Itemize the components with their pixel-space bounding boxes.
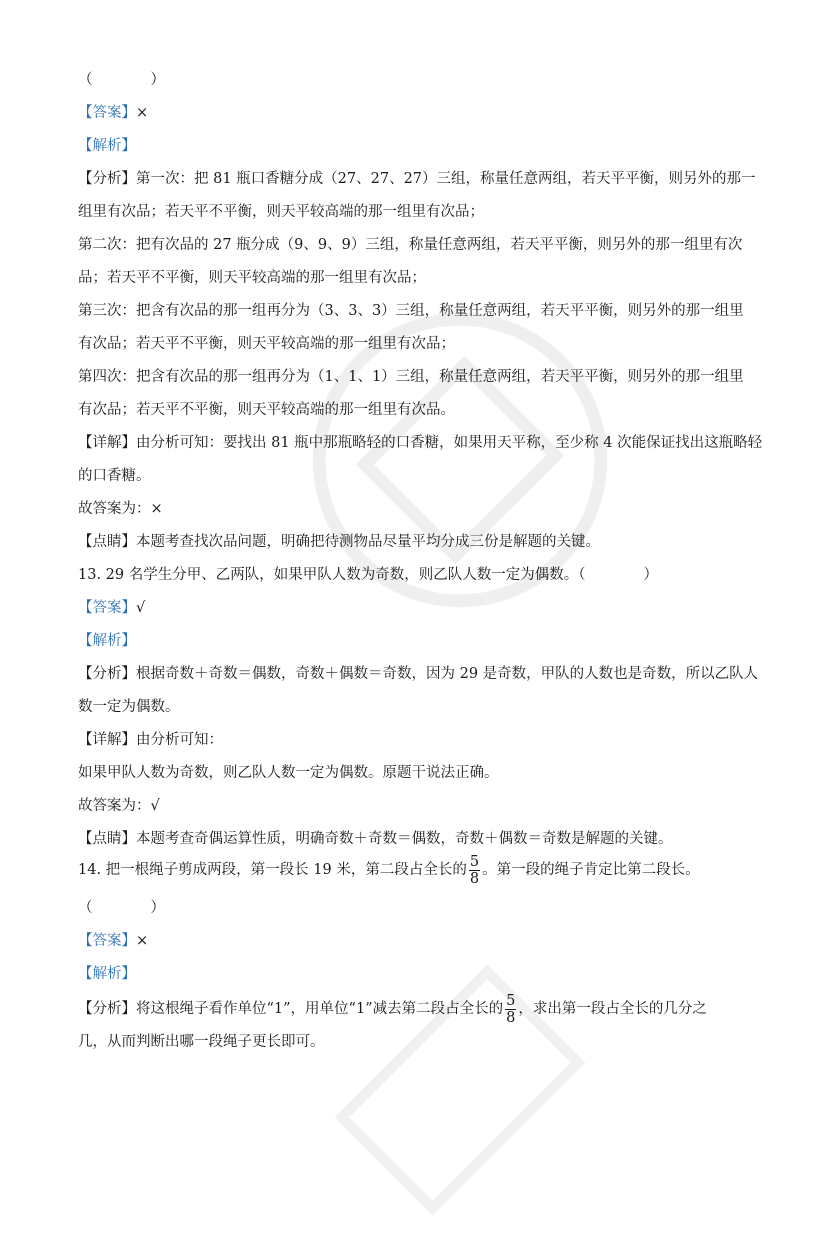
analysis-tag: 【解析】 [78,633,136,649]
q12-fenxi-7: 第四次：把含有次品的那一组再分为（1、1、1）三组，称量任意两组，若天平平衡，则另外的那一组里 [78,369,744,385]
fenxi-text-b: ，求出第一段占全长的几分之 [518,1001,707,1017]
watermark-logo-2 [304,934,615,1245]
dianjing-tag: 【点睛】 [78,534,136,550]
fenxi-text-a: 将这根绳子看作单位“1”，用单位“1”减去第二段占全长的 [136,1001,504,1017]
xiangjie-tag: 【详解】 [78,732,136,748]
answer-value: √ [136,600,146,616]
q12-fenxi-4: 品；若天平不平衡，则天平较高端的那一组里有次品； [78,270,426,286]
fenxi-tag: 【分析】 [78,171,136,187]
answer-value: × [136,105,149,121]
q14-question-b: 。第一段的绳子肯定比第二段长。 [482,862,700,878]
fenxi-tag: 【分析】 [78,666,136,682]
q12-analysis-tag [78,136,136,156]
analysis-tag: 【解析】 [78,966,136,982]
q14-fenxi-1 [78,992,707,1026]
fenxi-text: 根据奇数＋奇数＝偶数，奇数＋偶数＝奇数，因为 29 是奇数，甲队的人数也是奇数，所以乙队人 [136,666,759,682]
q14-fenxi-2: 几，从而判断出哪一段绳子更长即可。 [78,1034,325,1050]
q12-fenxi-2: 组里有次品；若天平不平衡，则天平较高端的那一组里有次品； [78,204,484,220]
xiangjie-tag: 【详解】 [78,435,136,451]
q14-question-a: 14. 把一根绳子剪成两段，第一段长 19 米，第二段占全长的 [78,862,467,878]
q13-analysis-tag [78,631,136,651]
answer-value: × [136,933,149,949]
dianjing-text: 本题考查奇偶运算性质，明确奇数＋奇数＝偶数，奇数＋偶数＝奇数是解题的关键。 [136,831,673,847]
q12-fenxi-3: 第二次：把有次品的 27 瓶分成（9、9、9）三组，称量任意两组，若天平平衡，则另外的那一组里有次 [78,237,743,253]
q14-answer [78,931,148,951]
q12-fenxi-1 [78,169,756,189]
q12-fenxi-6: 有次品；若天平不平衡，则天平较高端的那一组里有次品； [78,336,455,352]
q13-xiangjie-1 [78,730,223,750]
q12-dianjing [78,532,600,552]
q12-xiangjie-2: 的口香糖。 [78,468,151,484]
fraction-denominator: 8 [506,1009,516,1026]
q13-question: 13. 29 名学生分甲、乙两队，如果甲队人数为奇数，则乙队人数一定为偶数。（ ） [78,567,658,583]
q13-dianjing [78,829,673,849]
q14-question [78,853,700,887]
q12-fenxi-8: 有次品；若天平不平衡，则天平较高端的那一组里有次品。 [78,402,455,418]
answer-tag: 【答案】 [78,933,136,949]
q14-paren: （ ） [78,900,165,916]
q12-fenxi-5: 第三次：把含有次品的那一组再分为（3、3、3）三组，称量任意两组，若天平平衡，则另外的那一组里 [78,303,744,319]
fraction-five-eighths [505,993,516,1026]
answer-tag: 【答案】 [78,600,136,616]
fenxi-text: 第一次：把 81 瓶口香糖分成（27、27、27）三组，称量任意两组，若天平平衡，则另外的那一 [136,171,756,187]
dianjing-tag: 【点睛】 [78,831,136,847]
xiangjie-text: 由分析可知：要找出 81 瓶中那瓶略轻的口香糖，如果用天平称，至少称 4 次能保证找出这瓶略轻 [136,435,763,451]
q12-xiangjie-1 [78,433,762,453]
q14-analysis-tag [78,964,136,984]
q13-answer [78,598,145,618]
q13-xiangjie-2: 如果甲队人数为奇数，则乙队人数一定为偶数。原题干说法正确。 [78,765,499,781]
answer-tag: 【答案】 [78,105,136,121]
fenxi-tag: 【分析】 [78,1001,136,1017]
analysis-tag: 【解析】 [78,138,136,154]
q12-conclusion: 故答案为：× [78,501,163,517]
xiangjie-text: 由分析可知： [136,732,223,748]
fraction-numerator: 5 [469,853,480,870]
q13-fenxi-1 [78,664,758,684]
fraction-denominator: 8 [469,870,480,887]
fraction-numerator: 5 [506,992,516,1009]
q13-fenxi-2: 数一定为偶数。 [78,699,180,715]
q12-answer [78,103,148,123]
q12-paren: （ ） [78,72,165,88]
q13-conclusion: 故答案为：√ [78,798,160,814]
dianjing-text: 本题考查找次品问题，明确把待测物品尽量平均分成三份是解题的关键。 [136,534,600,550]
fraction-five-eighths [469,854,480,887]
